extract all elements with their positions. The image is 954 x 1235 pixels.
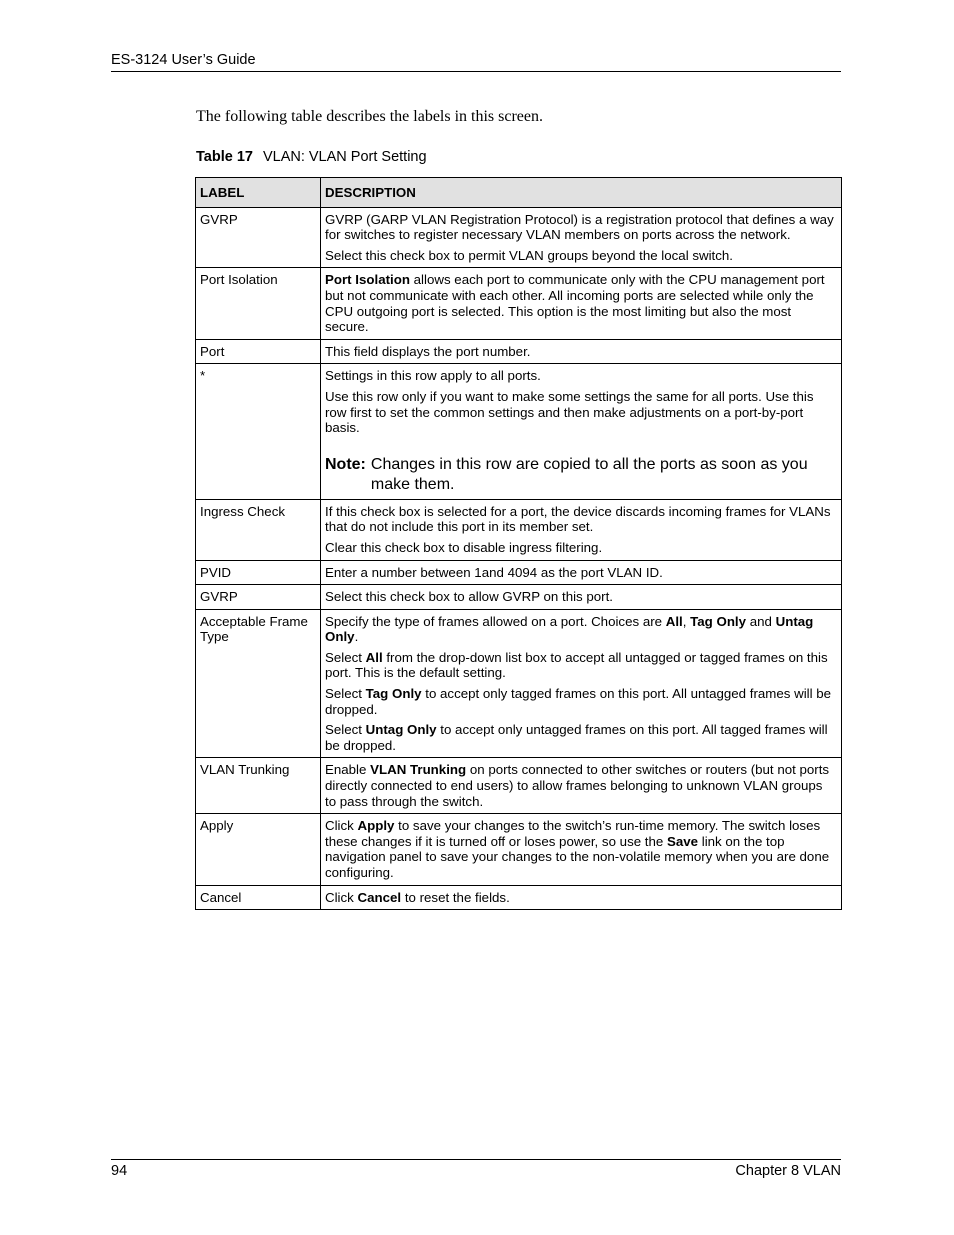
text-run: Settings in this row apply to all ports.	[325, 368, 541, 384]
description-paragraph	[325, 614, 837, 645]
text-run: to save your changes to the switch’s run-time memory. The switch loses these changes if it is turned off or loses power, so use the	[325, 818, 821, 849]
header-rule	[111, 71, 841, 72]
text-run: Select	[325, 649, 366, 665]
description-paragraph	[325, 722, 837, 753]
row-label: Apply	[196, 814, 321, 885]
text-run: on ports connected to other switches or routers (but not ports directly connected to end users) to allow frames belonging to unknown VLAN groups to pass through the switch.	[325, 762, 830, 809]
text-run: This field displays the port number.	[325, 343, 531, 359]
row-label: GVRP	[196, 207, 321, 268]
row-description	[321, 268, 842, 339]
row-description	[321, 885, 842, 910]
description-paragraph	[325, 368, 837, 384]
text-run: Click	[325, 889, 358, 905]
text-run: allows each port to communicate only with the CPU management port but not communicate with each other. All incoming ports are selected while only the CPU outgoing port is selected. This option is the most limiting but also the most secure.	[325, 272, 825, 335]
row-description	[321, 609, 842, 758]
row-description	[321, 814, 842, 885]
text-run: link on the top navigation panel to save your changes to the non-volatile memory when you are done configuring.	[325, 833, 830, 880]
description-paragraph	[325, 589, 837, 605]
header-description: DESCRIPTION	[321, 178, 842, 208]
vlan-port-setting-table	[195, 177, 842, 910]
text-run: Select this check box to permit VLAN groups beyond the local switch.	[325, 247, 733, 263]
text-run: Specify the type of frames allowed on a port. Choices are	[325, 613, 666, 629]
table-body	[196, 207, 842, 910]
note-text: Changes in this row are copied to all the ports as soon as you make them.	[370, 455, 808, 493]
bold-term: Tag Only	[365, 686, 422, 702]
description-paragraph	[325, 504, 837, 535]
text-run: to accept only tagged frames on this port. All untagged frames will be dropped.	[325, 686, 832, 717]
description-paragraph	[325, 818, 837, 880]
description-paragraph	[325, 212, 837, 243]
row-label: Port Isolation	[196, 268, 321, 339]
description-paragraph	[325, 762, 837, 809]
bold-term: Untag Only	[365, 722, 437, 738]
text-run: .	[354, 629, 359, 645]
row-description	[321, 499, 842, 560]
row-label: VLAN Trunking	[196, 758, 321, 814]
row-description	[321, 207, 842, 268]
text-run: ,	[682, 613, 691, 629]
description-paragraph	[325, 272, 837, 334]
intro-paragraph: The following table describes the labels in this screen.	[196, 108, 544, 125]
table-caption-number: Table 17	[196, 149, 253, 165]
header-label: LABEL	[196, 178, 321, 208]
table-row	[196, 364, 842, 499]
row-description	[321, 339, 842, 364]
table-row	[196, 268, 842, 339]
text-run: and	[746, 613, 776, 629]
table-caption	[196, 149, 427, 165]
text-run: If this check box is selected for a port, the device discards incoming frames for VLANs that do not include this port in its member set.	[325, 503, 831, 535]
table-row	[196, 609, 842, 758]
table-row	[196, 758, 842, 814]
bold-term: Cancel	[357, 889, 402, 905]
text-run: to reset the fields.	[401, 889, 510, 905]
table-caption-title: VLAN: VLAN Port Setting	[262, 149, 427, 165]
text-run: GVRP (GARP VLAN Registration Protocol) is a registration protocol that defines a way for switches to register necessary VLAN members on ports across the network.	[325, 211, 834, 243]
bold-term: Untag Only	[325, 613, 814, 645]
text-run: Enter a number between 1and 4094 as the port VLAN ID.	[325, 564, 663, 580]
table-row	[196, 339, 842, 364]
row-description	[321, 560, 842, 585]
row-description	[321, 758, 842, 814]
bold-term: All	[665, 613, 683, 629]
bold-term: Apply	[357, 818, 395, 834]
table-row	[196, 885, 842, 910]
text-run: Enable	[325, 762, 371, 778]
table-row	[196, 814, 842, 885]
description-paragraph	[325, 650, 837, 681]
text-run: to accept only untagged frames on this port. All tagged frames will be dropped.	[325, 722, 828, 753]
running-header: ES-3124 User’s Guide	[111, 52, 256, 68]
bold-term: VLAN Trunking	[370, 762, 467, 778]
row-label: GVRP	[196, 585, 321, 610]
text-run: Select	[325, 722, 366, 738]
text-run: Use this row only if you want to make some settings the same for all ports. Use this row first to set the common settings and then make adjustments on a port-by-port basis.	[325, 388, 814, 436]
row-description	[321, 364, 842, 499]
text-run: Clear this check box to disable ingress filtering.	[325, 539, 603, 555]
row-label: Port	[196, 339, 321, 364]
footer-rule	[111, 1159, 841, 1160]
description-paragraph	[325, 686, 837, 717]
table-row	[196, 560, 842, 585]
bold-term: Save	[666, 833, 699, 849]
bold-term: Tag Only	[690, 613, 747, 629]
bold-term: All	[365, 649, 383, 665]
note-box	[325, 455, 837, 495]
description-paragraph	[325, 344, 837, 360]
text-run: Select	[325, 686, 366, 702]
bold-term: Port Isolation	[325, 272, 410, 288]
description-paragraph	[325, 565, 837, 581]
description-paragraph	[325, 389, 837, 436]
row-description	[321, 585, 842, 610]
description-paragraph	[325, 540, 837, 556]
note-label: Note:	[325, 455, 366, 473]
chapter-title: Chapter 8 VLAN	[735, 1163, 841, 1179]
row-label: Ingress Check	[196, 499, 321, 560]
page-number: 94	[111, 1163, 128, 1179]
text-run: from the drop-down list box to accept all untagged or tagged frames on this port. This is the default setting.	[325, 649, 828, 681]
table-row	[196, 207, 842, 268]
table-row	[196, 499, 842, 560]
description-paragraph	[325, 890, 837, 906]
table-header-row	[196, 178, 842, 208]
row-label: Acceptable Frame Type	[196, 609, 321, 758]
row-label: Cancel	[196, 885, 321, 910]
text-run: Click	[325, 818, 358, 834]
table-row	[196, 585, 842, 610]
row-label: *	[196, 364, 321, 499]
text-run: Select this check box to allow GVRP on this port.	[325, 589, 613, 605]
row-label: PVID	[196, 560, 321, 585]
description-paragraph	[325, 248, 837, 264]
